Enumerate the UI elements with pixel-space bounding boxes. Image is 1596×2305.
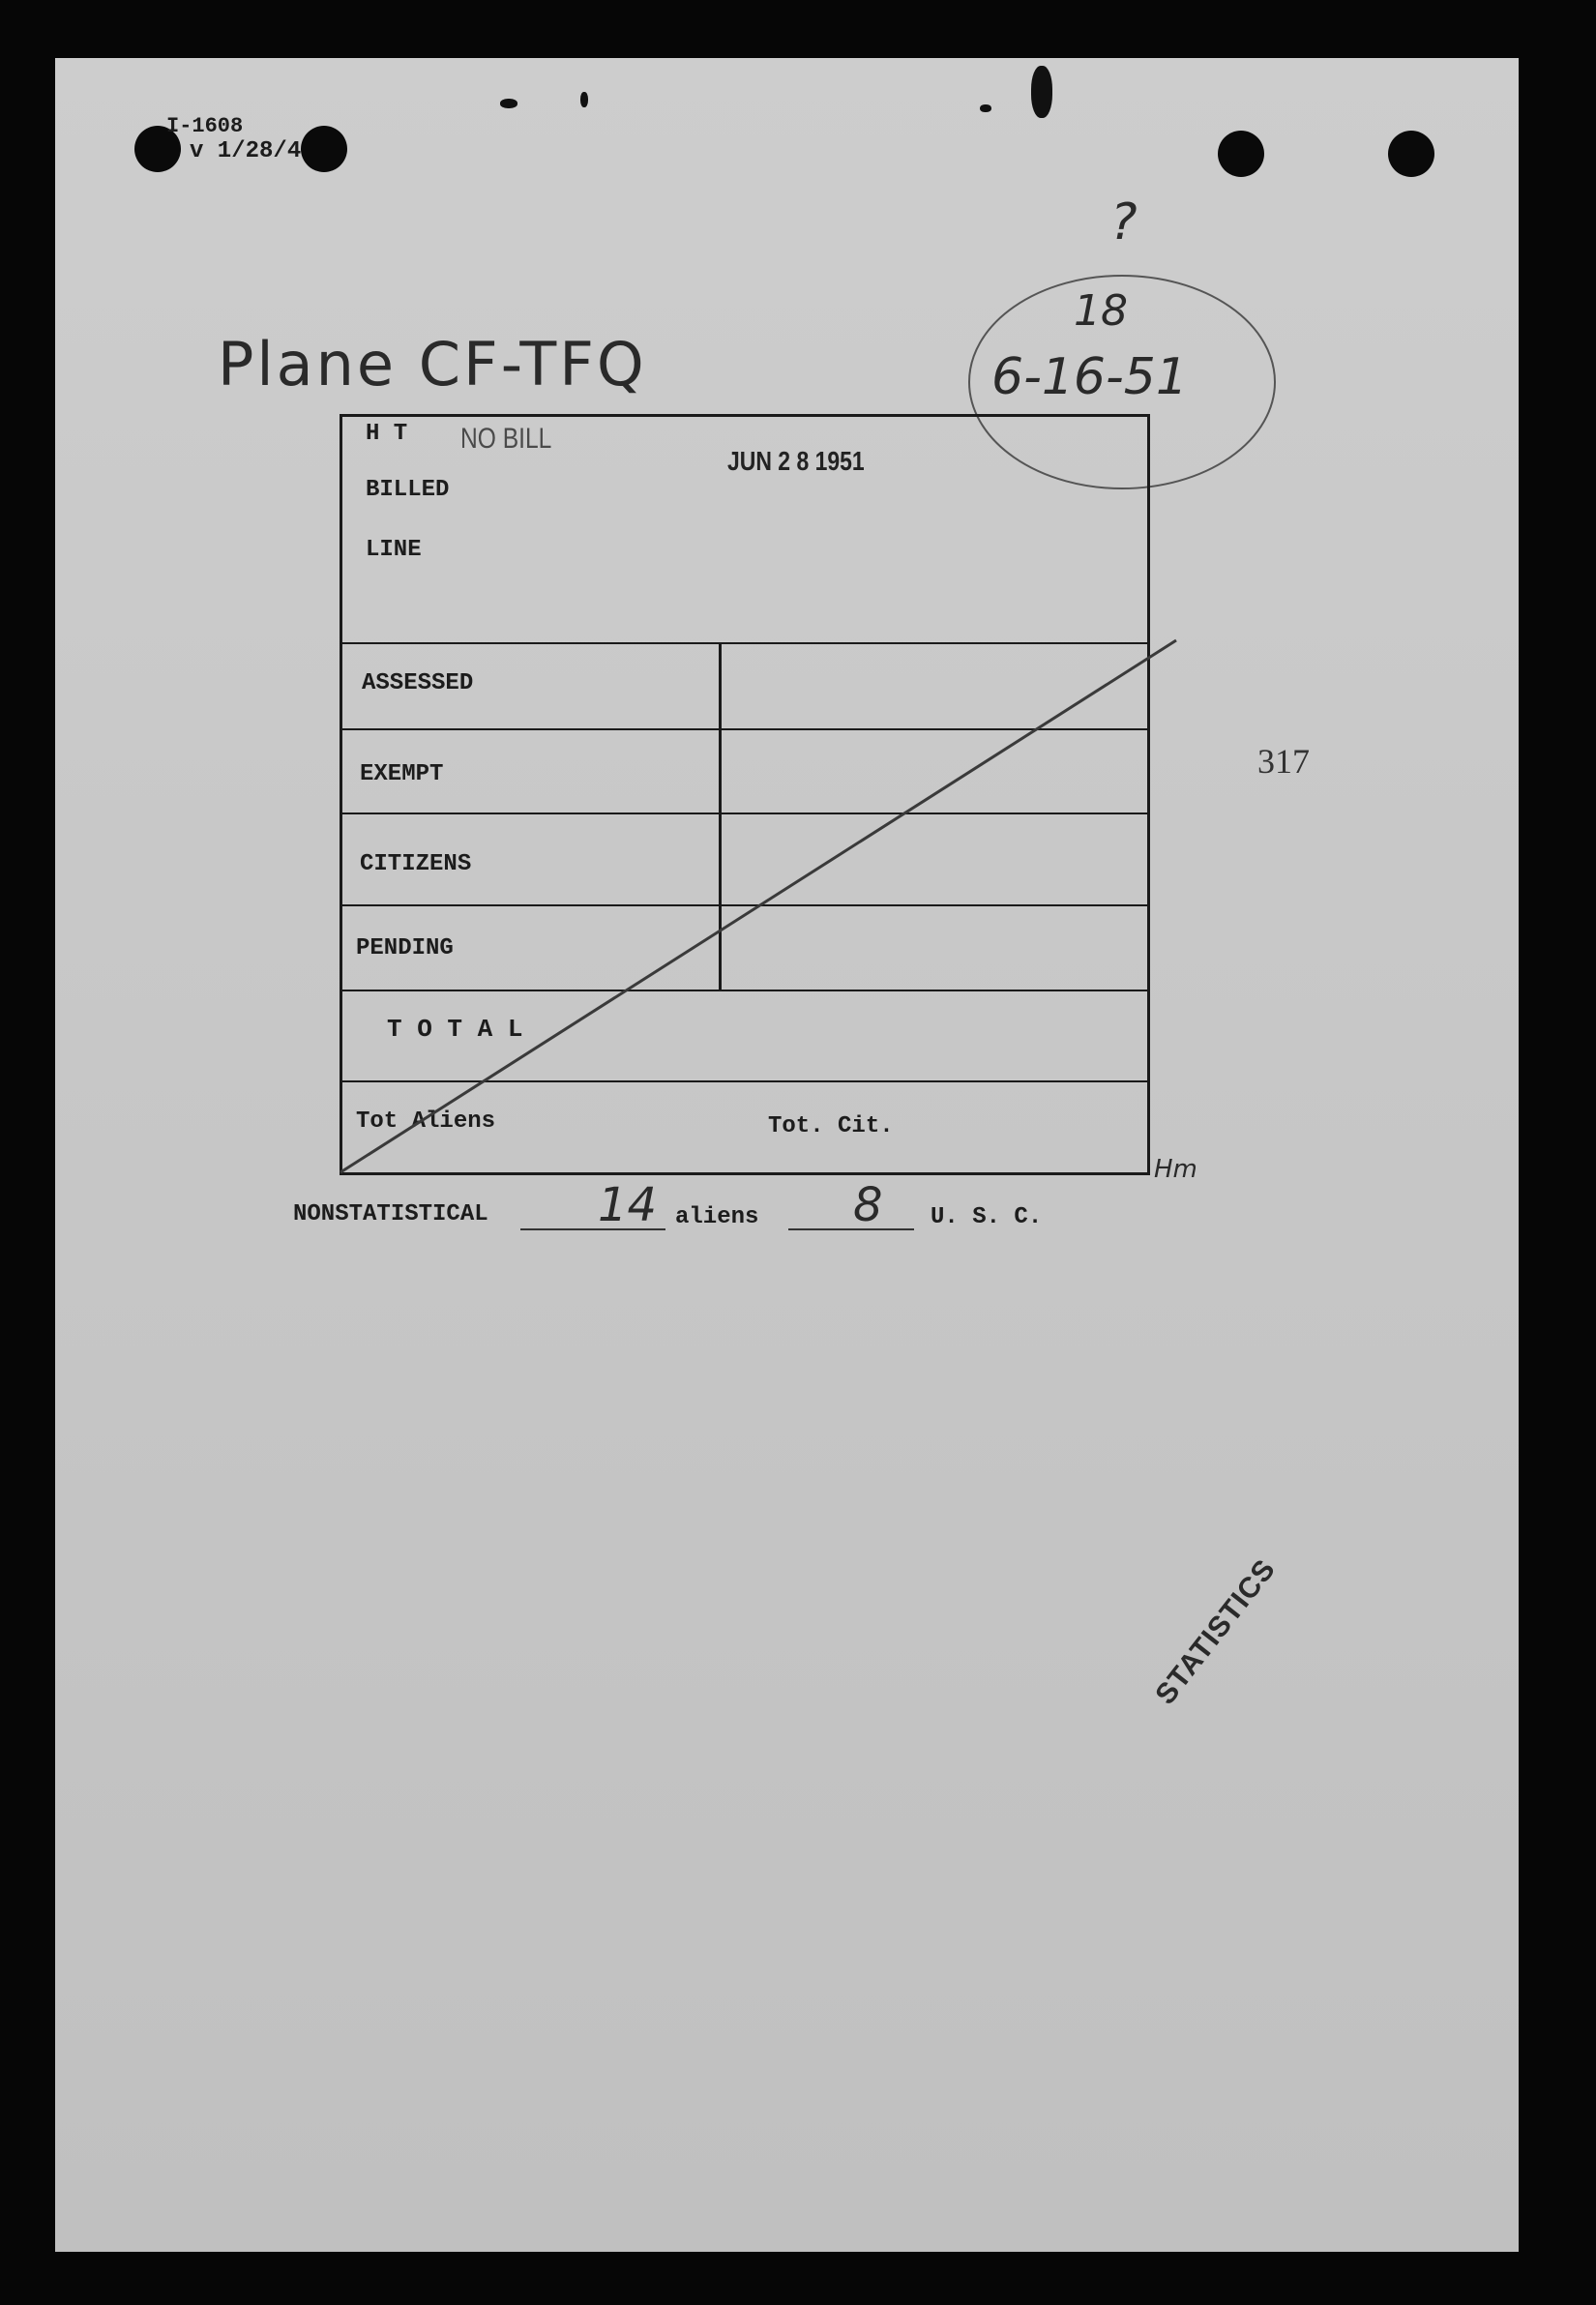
usc-label: U. S. C. <box>931 1204 1043 1230</box>
tot-cit-label: Tot. Cit. <box>768 1113 894 1139</box>
tot-aliens-label: Tot Aliens <box>356 1108 496 1135</box>
passenger-count: 18 <box>1074 286 1128 336</box>
billed-label: BILLED <box>366 477 450 503</box>
line-label: LINE <box>366 537 422 563</box>
ink-smudge <box>1031 66 1052 118</box>
usc-blank <box>788 1228 914 1230</box>
exempt-label: EXEMPT <box>360 761 444 787</box>
assessed-label: ASSESSED <box>362 670 474 696</box>
ink-smudge <box>500 99 517 108</box>
punch-hole-left-2 <box>301 126 347 172</box>
usc-count: 8 <box>853 1178 883 1232</box>
total-label: T O T A L <box>387 1015 523 1044</box>
form-revision: v 1/28/4 <box>190 138 302 164</box>
ht-label: H T <box>366 421 408 447</box>
punch-hole-right <box>1218 131 1264 177</box>
question-mark: ? <box>1110 193 1138 251</box>
citizens-label: CITIZENS <box>360 851 472 877</box>
aliens-label: aliens <box>675 1204 759 1230</box>
ink-smudge <box>980 104 991 112</box>
date-stamp: JUN 2 8 1951 <box>727 446 865 476</box>
punch-hole-right-2 <box>1388 131 1434 177</box>
aliens-count: 14 <box>598 1178 658 1232</box>
nonstatistical-label: NONSTATISTICAL <box>293 1201 488 1227</box>
pending-label: PENDING <box>356 935 454 961</box>
ink-smudge <box>580 92 588 107</box>
form-number: I-1608 <box>166 114 244 138</box>
arrival-date: 6-16-51 <box>991 348 1188 406</box>
cancel-line <box>329 629 1180 1180</box>
no-bill-stamp: NO BILL <box>460 423 552 455</box>
initials: Hm <box>1154 1155 1197 1184</box>
plane-registration: Plane CF-TFQ <box>218 329 647 399</box>
statistics-stamp: STATISTICS <box>1149 1552 1283 1711</box>
page-number: 317 <box>1257 742 1310 781</box>
